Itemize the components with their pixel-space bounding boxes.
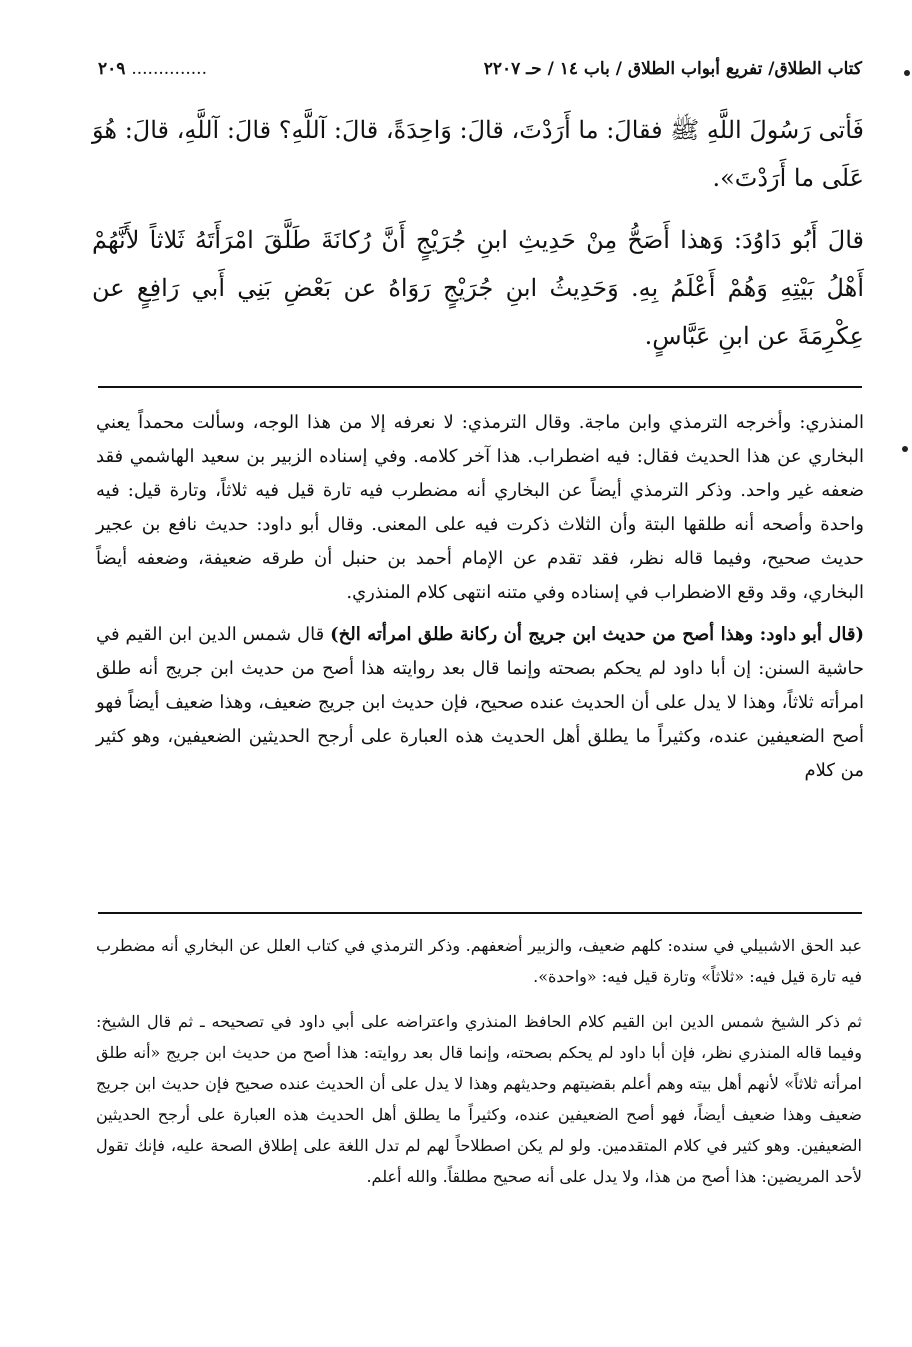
leader-dots: ..............	[131, 59, 207, 79]
section-divider	[98, 386, 862, 388]
footnote-paragraph: ثم ذكر الشيخ شمس الدين ابن القيم كلام الحافظ المنذري واعتراضه على أبي داود في تصحيحه ـ ثم قال الشيخ: وفيما قاله المنذري نظر، فإن أبا داود لم يحكم بصحته، وإنما قال بعد روايته: هذا أصح من حديث ابن جريج «أنه طلق امرأته ثلاثاً» لأنهم أهل بيته وهم أعلم بقضيتهم وحديثهم وهذا لا يدل على أن الحديث عنده صحيح فإن حديث ابن جريج ضعيف وهذا ضعيف أيضاً، فهو أصح الضعيفين عنده، وكثيراً ما يطلق أهل الحديث هذه العبارة على أرجح الحديثين الضعيفين. وهو كثير في كلام المتقدمين. ولو لم يكن اصطلاحاً لهم لم تدل اللغة على إطلاق الصحة عليه، فإنك تقول لأحد المريضين: هذا أصح من هذا، ولا يدل على أنه صحيح مطلقاً. والله أعلم.	[96, 1012, 863, 1186]
page-number: ٢٠٩	[98, 59, 126, 79]
commentary-body: قال شمس الدين ابن القيم في حاشية السنن: إن أبا داود لم يحكم بصحته وإنما قال بعد روايته هذا أصح من حديث ابن جريج أنه طلق امرأته ثلاثاً، وهذا لا يدل على أن الحديث عنده صحيح، فإن حديث ابن جريج ضعيف، وهذا ضعيف أيضاً فهو أصح الضعيفين عنده، وكثيراً ما يطلق أهل الحديث هذه العبارة على أرجح الحديثين الضعيفين، وهو كثير من كلام	[96, 624, 864, 781]
running-title: كتاب الطلاق/ تفريع أبواب الطلاق / باب ١٤ / حـ ٢٢٠٧	[483, 59, 862, 79]
hadith-paragraph: فَأتى رَسُولَ اللَّهِ ﷺ فقالَ: ما أَرَدْتَ، قالَ: وَاحِدَةً، قالَ: آللَّهِ؟ قالَ: آللَّهِ، قالَ: هُوَ عَلَى ما أَرَدْتَ».	[92, 116, 864, 192]
margin-dot-mark	[902, 446, 908, 452]
margin-dot-mark	[904, 70, 910, 76]
footnotes-section	[96, 930, 862, 1192]
mundhiri-commentary: المنذري: وأخرجه الترمذي وابن ماجة. وقال الترمذي: لا نعرفه إلا من هذا الوجه، وسألت محمداً يعني البخاري عن هذا الحديث فقال: فيه اضطراب. هذا آخر كلامه. وفي إسناده الزبير بن سعيد الهاشمي فقد ضعفه غير واحد. وذكر الترمذي أيضاً عن البخاري أنه مضطرب فيه تارة قيل فيه ثلاثاً، وتارة قيل: فيه واحدة وأصحه أنه طلقها البتة وأن الثلاث ذكرت فيه على المعنى. وقال أبو داود: حديث نافع بن عجير حديث صحيح، وفيما قاله نظر، فقد تقدم عن الإمام أحمد بن حنبل أن طرقه ضعيفة، وضعفه أيضاً البخاري، وقد وقع الاضطراب في إسناده وفي متنه انتهى كلام المنذري.	[96, 412, 864, 603]
footnote-paragraph: عبد الحق الاشبيلي في سنده: كلهم ضعيف، والزبير أضعفهم. وذكر الترمذي في كتاب العلل عن البخاري أنه مضطرب فيه تارة قيل فيه: «ثلاثاً» وتارة قيل فيه: «واحدة».	[96, 936, 862, 986]
abu-dawud-remark: قالَ أَبُو دَاوُدَ: وَهذا أَصَحُّ مِنْ حَدِيثِ ابنِ جُرَيْجٍ أَنَّ رُكانَةَ طَلَّقَ امْرَأَتَهُ ثَلاثاً لأَنَّهُمْ أَهْلُ بَيْتِهِ وَهُمْ أَعْلَمُ بِهِ. وَحَدِيثُ ابنِ جُرَيْجٍ رَوَاهُ عن بَعْضِ بَنِي أَبي رَافِعٍ عن عِكْرِمَةَ عن ابنِ عَبَّاسٍ.	[92, 226, 864, 350]
ibn-qayyim-commentary	[96, 618, 864, 788]
footnote-divider	[98, 912, 862, 914]
quoted-heading: (قال أبو داود: وهذا أصح من حديث ابن جريج أن ركانة طلق امرأته الخ)	[330, 624, 864, 645]
commentary-section	[96, 406, 864, 788]
hadith-text	[92, 106, 864, 360]
page-header	[98, 52, 862, 86]
page-number-line	[98, 59, 207, 79]
